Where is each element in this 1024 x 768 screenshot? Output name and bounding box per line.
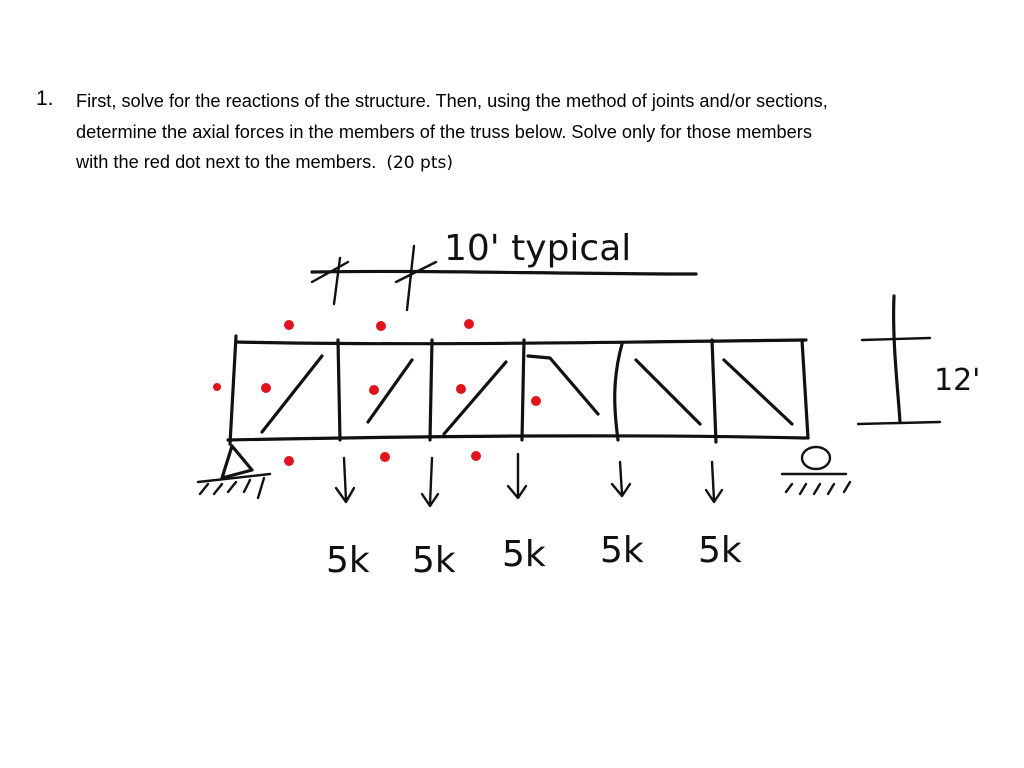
diagonal-member [444, 362, 506, 434]
red-dot [284, 456, 294, 466]
load-label: 5k [412, 540, 456, 581]
load-arrow [422, 458, 438, 506]
vertical-member [712, 340, 716, 442]
red-dot [376, 321, 386, 331]
red-dot [531, 396, 541, 406]
vertical-member [430, 340, 432, 440]
dimension-tick [334, 258, 340, 304]
pin-support [198, 446, 270, 498]
height-dimension-line [894, 296, 900, 422]
vertical-member [230, 336, 236, 444]
load-arrow [706, 462, 722, 502]
problem-number: 1. [36, 87, 54, 110]
pin-triangle [222, 446, 252, 478]
vertical-member [615, 344, 622, 440]
load-labels [326, 530, 742, 581]
top-chord [236, 340, 806, 344]
red-dot [380, 452, 390, 462]
load-label: 5k [502, 534, 546, 575]
vertical-member [522, 340, 524, 440]
problem-line-3-text: with the red dot next to the members. [76, 152, 377, 172]
load-arrow [612, 462, 630, 496]
load-arrow [336, 458, 354, 502]
diagonal-member [262, 356, 322, 432]
spacing-label: 10' typical [444, 228, 632, 269]
spacing-dimension-line [312, 271, 696, 274]
red-dot [471, 451, 481, 461]
diagonal-member [724, 360, 792, 424]
red-dot [261, 383, 271, 393]
dimension-tick [862, 338, 930, 340]
spacing-dimension [312, 228, 696, 310]
truss-members [228, 336, 808, 444]
red-dot [464, 319, 474, 329]
vertical-member [338, 340, 340, 440]
load-label: 5k [600, 530, 644, 571]
roller [802, 447, 830, 469]
diagonal-member [636, 360, 700, 424]
problem-line-1: First, solve for the reactions of the structure. Then, using the method of joints and/or sections, [76, 91, 828, 111]
load-label: 5k [698, 530, 742, 571]
ground-hatch [786, 482, 850, 494]
points-label: (20 pts) [386, 153, 453, 173]
load-arrows [336, 454, 722, 506]
red-dot [213, 383, 221, 391]
dimension-tick [858, 422, 940, 424]
red-dot [284, 320, 294, 330]
red-dot [456, 384, 466, 394]
dimension-tick [407, 246, 414, 310]
load-arrow [508, 454, 526, 498]
roller-support [782, 447, 850, 494]
vertical-member [802, 340, 808, 438]
red-dot [369, 385, 379, 395]
height-dimension [858, 296, 980, 424]
problem-line-2: determine the axial forces in the members of the truss below. Solve only for those members [76, 121, 812, 142]
height-label: 12' [934, 363, 981, 398]
load-label: 5k [326, 540, 370, 581]
bottom-chord [228, 436, 806, 440]
